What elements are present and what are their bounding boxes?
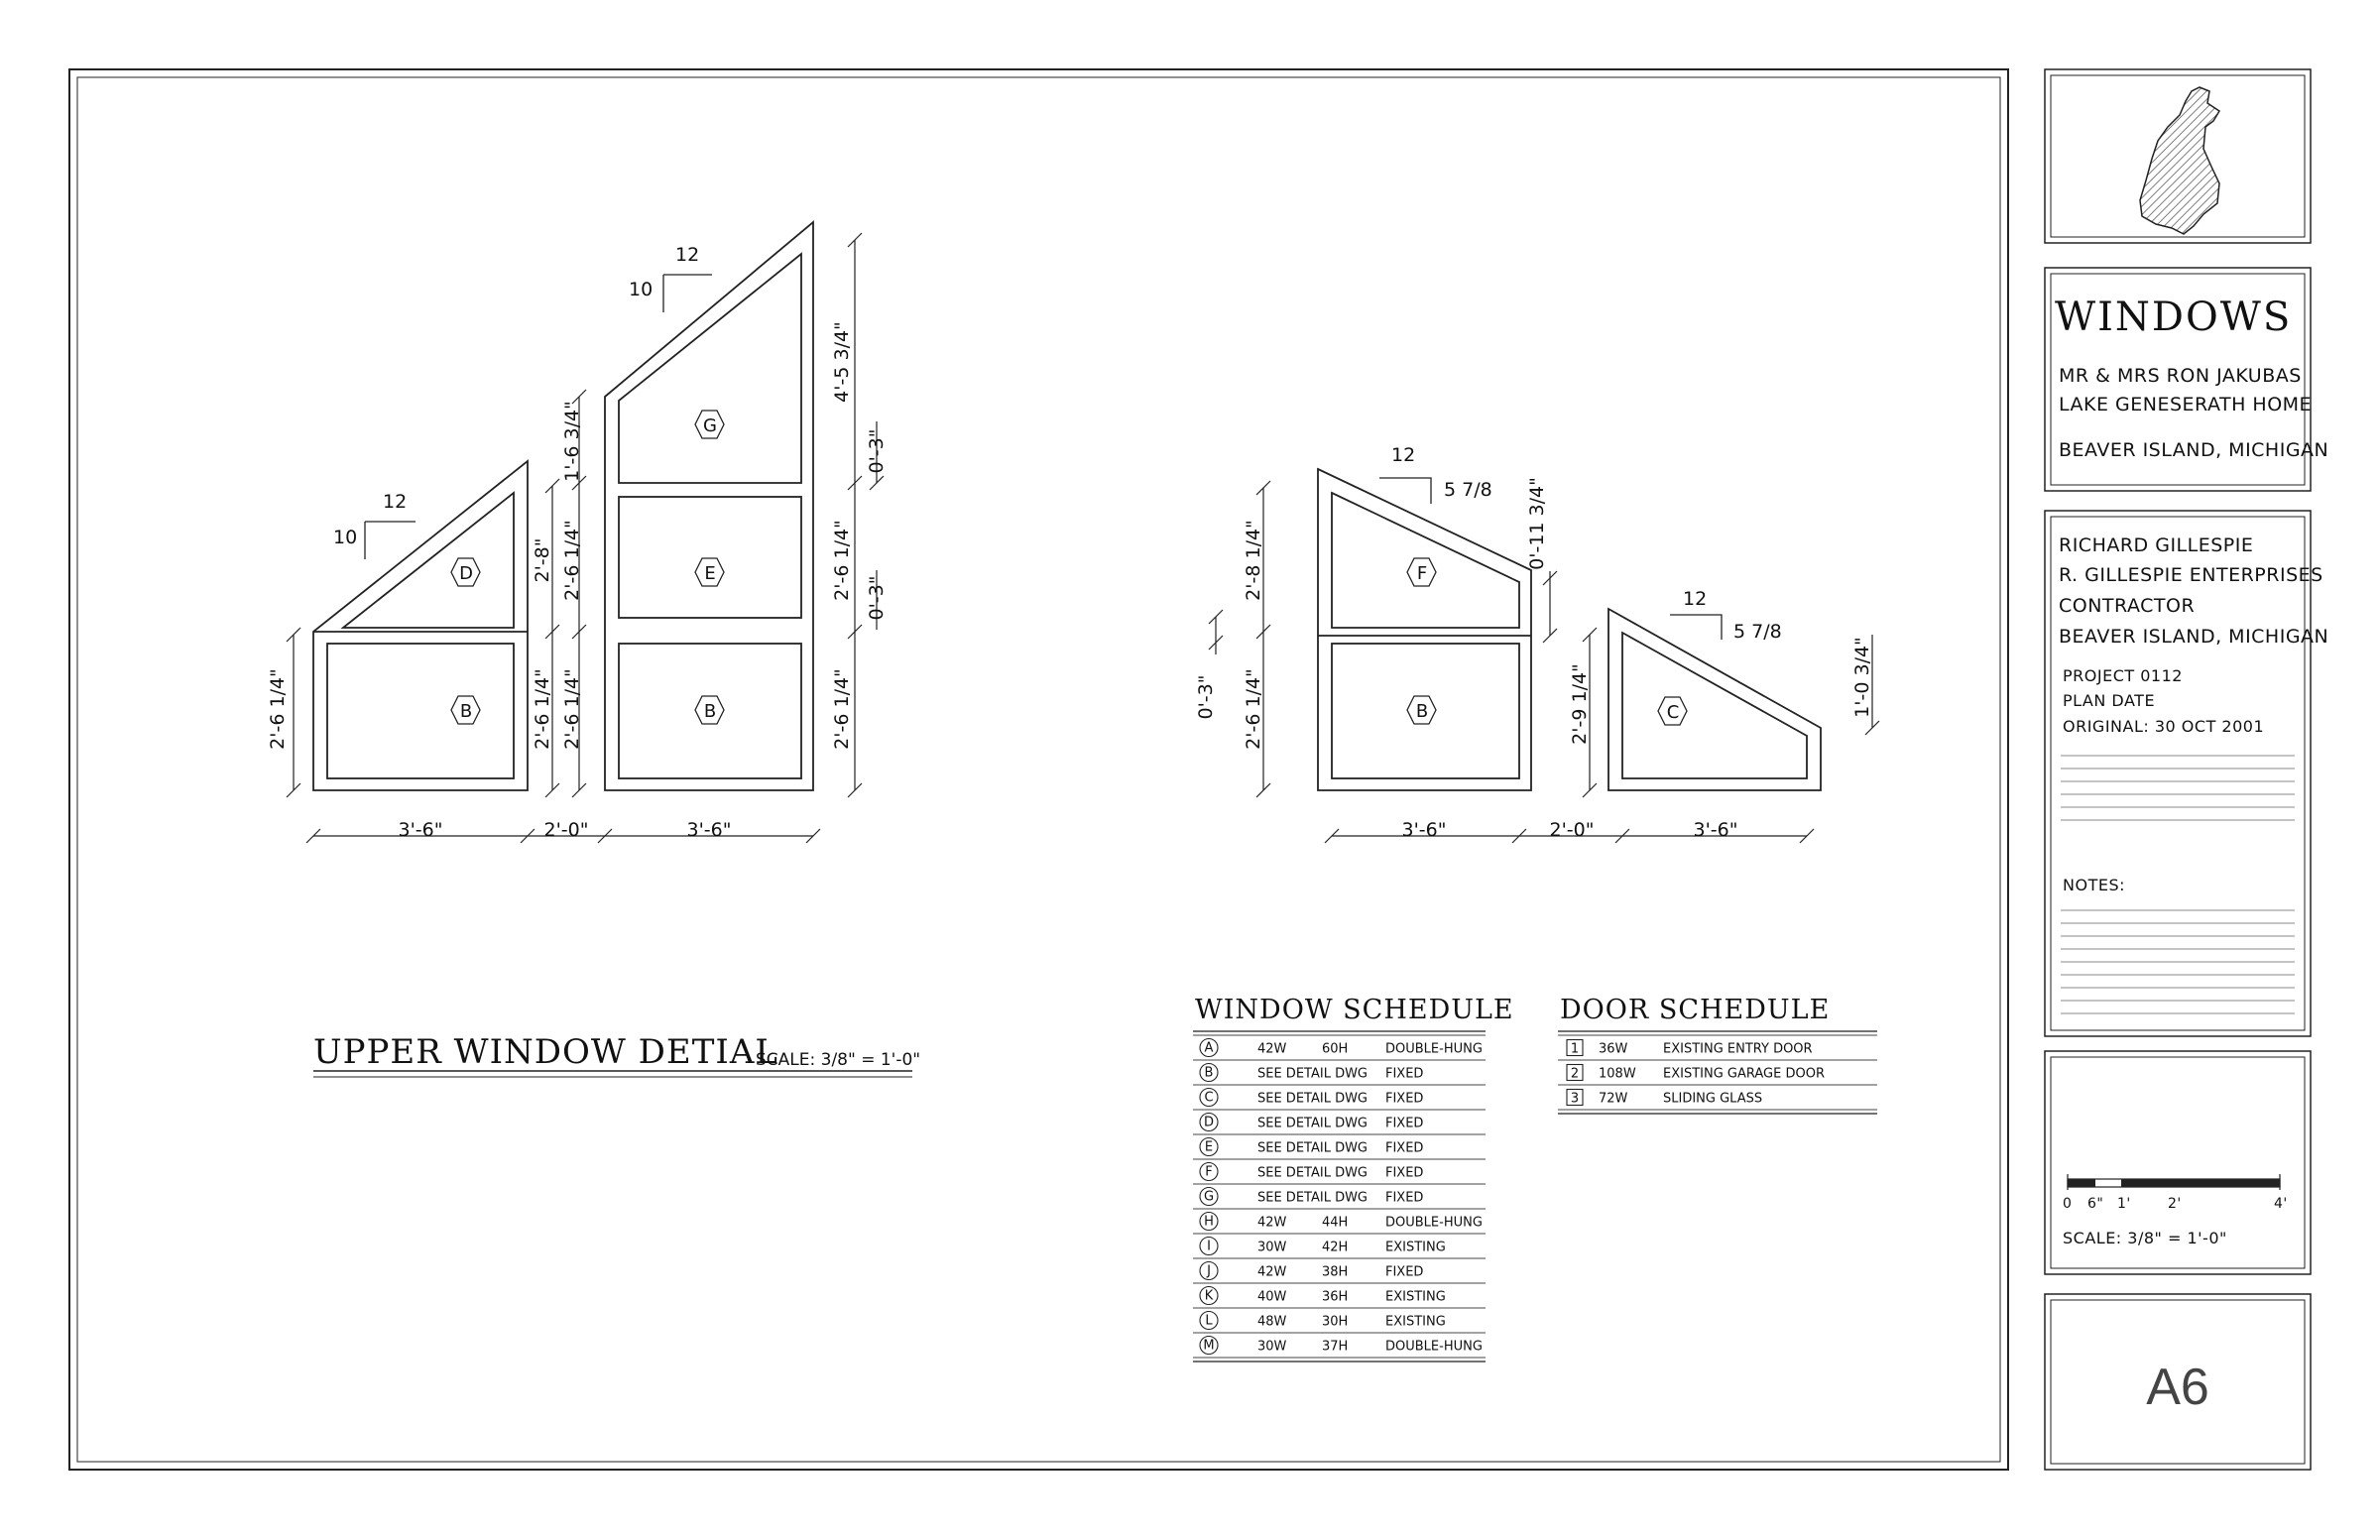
window-width: SEE DETAIL DWG — [1257, 1190, 1368, 1206]
window-type: FIXED — [1385, 1264, 1424, 1280]
dim-left-b-height-3: 2'-6 1/4" — [561, 668, 583, 750]
window-width: SEE DETAIL DWG — [1257, 1165, 1368, 1181]
window-schedule-row — [1200, 1337, 1483, 1355]
window-width: 30W — [1257, 1339, 1287, 1355]
window-tag-b-left — [451, 696, 480, 724]
window-tag-e-label: E — [704, 563, 716, 584]
dim-f-height: 2'-8 1/4" — [1243, 520, 1264, 601]
window-mark: L — [1205, 1313, 1213, 1329]
window-type: FIXED — [1385, 1091, 1424, 1107]
client-line-2: LAKE GENESERATH HOME — [2059, 394, 2313, 415]
dim-left-b-height-2: 2'-6 1/4" — [532, 668, 553, 750]
window-schedule-rows — [1200, 1039, 1483, 1355]
window-mark: F — [1205, 1164, 1213, 1180]
window-type: FIXED — [1385, 1116, 1424, 1131]
scale-text: SCALE: 3/8" = 1'-0" — [2063, 1229, 2227, 1247]
window-type: DOUBLE-HUNG — [1385, 1339, 1483, 1355]
window-schedule-row — [1200, 1213, 1483, 1231]
door-mark: 2 — [1570, 1066, 1580, 1082]
window-height: 38H — [1322, 1264, 1349, 1280]
graphic-scale-bar — [2068, 1174, 2280, 1190]
dim-left-width-1: 3'-6" — [398, 819, 443, 841]
pitch-g-rise: 10 — [629, 279, 654, 300]
window-height: 36H — [1322, 1289, 1349, 1305]
window-schedule-row — [1200, 1188, 1423, 1206]
window-tag-g — [695, 411, 724, 438]
window-width: 42W — [1257, 1041, 1287, 1057]
window-tag-d-label: D — [459, 563, 473, 584]
door-type: EXISTING GARAGE DOOR — [1663, 1066, 1825, 1082]
pitch-f-run: 12 — [1391, 444, 1416, 466]
dim-left-width-2: 3'-6" — [686, 819, 732, 841]
window-width: 40W — [1257, 1289, 1287, 1305]
scale-bar-label-4ft: 4' — [2274, 1196, 2288, 1212]
window-width: SEE DETAIL DWG — [1257, 1091, 1368, 1107]
window-schedule-row — [1200, 1163, 1423, 1181]
dim-right-width-2: 3'-6" — [1693, 819, 1738, 841]
pitch-symbol-f — [1379, 478, 1431, 504]
window-type: FIXED — [1385, 1140, 1424, 1156]
window-height: 30H — [1322, 1314, 1349, 1330]
window-mark: H — [1204, 1214, 1214, 1230]
dim-c-offset: 1'-0 3/4" — [1851, 637, 1873, 718]
dim-left-g-height: 1'-6 3/4" — [561, 401, 583, 482]
window-tag-b-left-label: B — [459, 701, 473, 722]
window-type: EXISTING — [1385, 1314, 1446, 1330]
sheet-title: WINDOWS — [2055, 295, 2293, 340]
dim-f-offset: 0'-11 3/4" — [1526, 477, 1548, 570]
window-tag-e — [695, 558, 724, 586]
pitch-symbol-g — [663, 275, 712, 312]
notes-label: NOTES: — [2063, 876, 2125, 894]
window-width: SEE DETAIL DWG — [1257, 1140, 1368, 1156]
window-type: FIXED — [1385, 1190, 1424, 1206]
project-location: BEAVER ISLAND, MICHIGAN — [2059, 439, 2329, 461]
window-height: 42H — [1322, 1240, 1349, 1255]
left-vertical-dim-lines — [287, 233, 884, 797]
original-date: ORIGINAL: 30 OCT 2001 — [2063, 717, 2265, 736]
window-mark: C — [1204, 1090, 1214, 1106]
pitch-symbol-c — [1670, 615, 1722, 640]
dim-right-offset: 0'-3" — [1195, 674, 1217, 720]
dim-g-offset: 0'-3" — [866, 428, 888, 474]
sheet-number: A6 — [2146, 1359, 2209, 1416]
pitch-d-run: 12 — [383, 491, 408, 513]
pitch-g-run: 12 — [675, 244, 700, 266]
dim-right-gap: 2'-0" — [1549, 819, 1595, 841]
dim-left-d-height: 2'-8" — [532, 537, 553, 583]
pitch-d-rise: 10 — [333, 527, 358, 548]
window-tag-b-right-label: B — [1415, 701, 1429, 722]
pitch-c-run: 12 — [1683, 588, 1708, 610]
project-note-lines — [2061, 756, 2295, 820]
project-number: PROJECT 0112 — [2063, 666, 2183, 685]
window-type: DOUBLE-HUNG — [1385, 1215, 1483, 1231]
window-type: FIXED — [1385, 1165, 1424, 1181]
door-width: 36W — [1599, 1041, 1628, 1057]
window-schedule-title: WINDOW SCHEDULE — [1195, 995, 1514, 1025]
door-type: EXISTING ENTRY DOOR — [1663, 1041, 1813, 1057]
window-mark: B — [1204, 1065, 1214, 1081]
window-schedule-row — [1200, 1287, 1446, 1305]
window-width: 42W — [1257, 1264, 1287, 1280]
sheet-border — [69, 69, 2008, 1470]
window-width: 42W — [1257, 1215, 1287, 1231]
dim-e-offset: 0'-3" — [866, 575, 888, 621]
scale-bar-label-6in: 6" — [2087, 1196, 2104, 1212]
door-mark: 3 — [1570, 1091, 1580, 1107]
window-type: DOUBLE-HUNG — [1385, 1041, 1483, 1057]
dim-g-total-height: 4'-5 3/4" — [831, 321, 853, 403]
dim-c-height: 2'-9 1/4" — [1569, 663, 1591, 745]
pitch-c-rise: 5 7/8 — [1733, 621, 1782, 643]
door-schedule-row — [1567, 1090, 1762, 1107]
window-height: 60H — [1322, 1041, 1349, 1057]
window-width: 30W — [1257, 1240, 1287, 1255]
window-tag-c-label: C — [1666, 702, 1680, 723]
window-tag-b-center — [695, 696, 724, 724]
dim-right-b-height: 2'-6 1/4" — [1243, 668, 1264, 750]
door-width: 108W — [1599, 1066, 1636, 1082]
window-mark: K — [1204, 1288, 1214, 1304]
window-tag-f-label: F — [1416, 563, 1428, 584]
contractor-line-1: RICHARD GILLESPIE — [2059, 534, 2254, 556]
dim-left-gap: 2'-0" — [543, 819, 589, 841]
notes-lines — [2061, 910, 2295, 1013]
client-line-1: MR & MRS RON JAKUBAS — [2059, 365, 2302, 387]
window-mark: M — [1203, 1338, 1215, 1354]
window-schedule-row — [1200, 1138, 1423, 1156]
door-schedule-row — [1567, 1065, 1825, 1082]
door-schedule-rows — [1567, 1040, 1825, 1107]
detail-scale: SCALE: 3/8" = 1'-0" — [756, 1050, 921, 1070]
window-tag-d — [451, 558, 480, 586]
window-type: EXISTING — [1385, 1240, 1446, 1255]
pitch-symbol-d — [365, 522, 416, 559]
window-width: SEE DETAIL DWG — [1257, 1116, 1368, 1131]
window-tag-g-label: G — [703, 415, 717, 436]
window-schedule-row — [1200, 1089, 1423, 1107]
dim-left-b-height: 2'-6 1/4" — [267, 668, 289, 750]
window-schedule-row — [1200, 1114, 1423, 1131]
window-tag-c — [1658, 697, 1687, 725]
scale-bar-label-1ft: 1' — [2117, 1196, 2131, 1212]
window-type: EXISTING — [1385, 1289, 1446, 1305]
contractor-line-4: BEAVER ISLAND, MICHIGAN — [2059, 626, 2329, 648]
window-type: FIXED — [1385, 1066, 1424, 1082]
window-tag-b-center-label: B — [703, 701, 717, 722]
dim-b-height-right: 2'-6 1/4" — [831, 668, 853, 750]
window-height: 37H — [1322, 1339, 1349, 1355]
window-mark: D — [1203, 1115, 1215, 1130]
window-tag-b-right — [1407, 696, 1436, 724]
window-schedule-row — [1200, 1312, 1446, 1330]
title-block — [2045, 69, 2311, 1470]
window-height: 44H — [1322, 1215, 1349, 1231]
detail-title: UPPER WINDOW DETIAL — [313, 1032, 778, 1072]
door-schedule-row — [1567, 1040, 1813, 1057]
pitch-f-rise: 5 7/8 — [1444, 479, 1492, 501]
window-mark: A — [1204, 1040, 1214, 1056]
beaver-island-logo-icon — [2140, 87, 2219, 234]
window-width: 48W — [1257, 1314, 1287, 1330]
door-width: 72W — [1599, 1091, 1628, 1107]
window-mark: E — [1204, 1139, 1214, 1155]
dim-e-height-right: 2'-6 1/4" — [831, 520, 853, 601]
window-schedule-row — [1200, 1039, 1483, 1057]
window-mark: J — [1207, 1263, 1211, 1279]
window-schedule-row — [1200, 1064, 1423, 1082]
window-mark: I — [1207, 1239, 1211, 1254]
window-tag-f — [1407, 558, 1436, 586]
window-schedule-row — [1200, 1262, 1423, 1280]
door-mark: 1 — [1570, 1041, 1580, 1057]
plan-date-label: PLAN DATE — [2063, 691, 2156, 710]
door-type: SLIDING GLASS — [1663, 1091, 1763, 1107]
door-schedule-title: DOOR SCHEDULE — [1560, 995, 1831, 1025]
dim-left-e-height: 2'-6 1/4" — [561, 520, 583, 601]
contractor-line-3: CONTRACTOR — [2059, 595, 2196, 617]
scale-bar-label-0: 0 — [2063, 1196, 2073, 1212]
scale-bar-label-2ft: 2' — [2168, 1196, 2182, 1212]
window-mark: G — [1203, 1189, 1215, 1205]
contractor-line-2: R. GILLESPIE ENTERPRISES — [2059, 564, 2323, 586]
window-schedule-row — [1200, 1238, 1446, 1255]
window-width: SEE DETAIL DWG — [1257, 1066, 1368, 1082]
dim-right-width-1: 3'-6" — [1401, 819, 1447, 841]
